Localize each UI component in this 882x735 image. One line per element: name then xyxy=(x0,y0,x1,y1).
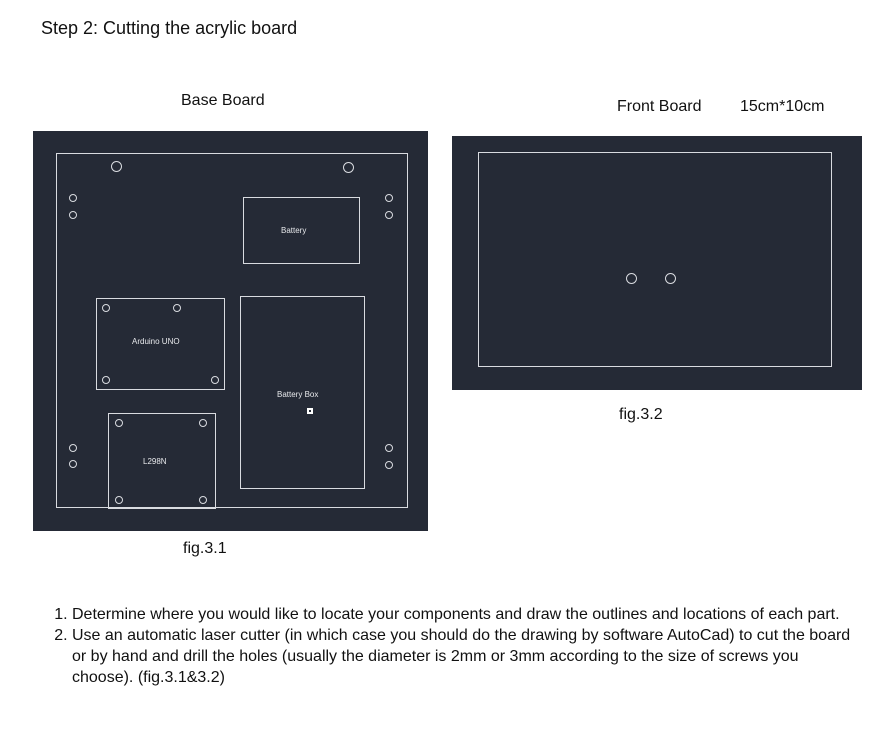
front-board-drawing xyxy=(452,136,862,390)
mount-hole xyxy=(199,419,207,427)
front-board-heading: Front Board xyxy=(617,98,702,115)
battery-box-label: Battery Box xyxy=(277,390,319,399)
mount-hole xyxy=(173,304,181,312)
l298n-label: L298N xyxy=(143,457,167,466)
mount-hole xyxy=(343,162,354,173)
fig-3-1-caption: fig.3.1 xyxy=(183,540,227,557)
mount-hole xyxy=(115,419,123,427)
mount-hole xyxy=(385,444,393,452)
instruction-item: 1. Determine where you would like to locate your components and draw the outlines and locations of each part. xyxy=(72,604,862,625)
mount-hole xyxy=(199,496,207,504)
mount-hole xyxy=(115,496,123,504)
mount-hole xyxy=(69,194,77,202)
mount-hole xyxy=(69,460,77,468)
step-title: Step 2: Cutting the acrylic board xyxy=(41,18,298,38)
mount-hole xyxy=(111,161,122,172)
instruction-list xyxy=(42,604,862,688)
mount-hole xyxy=(102,304,110,312)
center-marker xyxy=(307,408,313,414)
mount-hole xyxy=(385,194,393,202)
base-board-drawing xyxy=(33,131,428,531)
fig-3-2-caption: fig.3.2 xyxy=(619,406,663,423)
base-board-heading: Base Board xyxy=(181,92,265,109)
front-board-dimensions: 15cm*10cm xyxy=(740,98,825,115)
battery-label: Battery xyxy=(281,226,307,235)
mount-hole xyxy=(665,273,676,284)
mount-hole xyxy=(385,461,393,469)
mount-hole xyxy=(385,211,393,219)
mount-hole xyxy=(102,376,110,384)
mount-hole xyxy=(211,376,219,384)
instruction-item: 2. Use an automatic laser cutter (in which case you should do the drawing by software AutoCad) to cut the board or by hand and drill the holes (usually the diameter is 2mm or 3mm according to the size of screws you choose). (fig.3.1&3.2) xyxy=(72,625,862,688)
mount-hole xyxy=(626,273,637,284)
front-board-outline xyxy=(478,152,832,367)
arduino-label: Arduino UNO xyxy=(132,337,180,346)
mount-hole xyxy=(69,211,77,219)
mount-hole xyxy=(69,444,77,452)
